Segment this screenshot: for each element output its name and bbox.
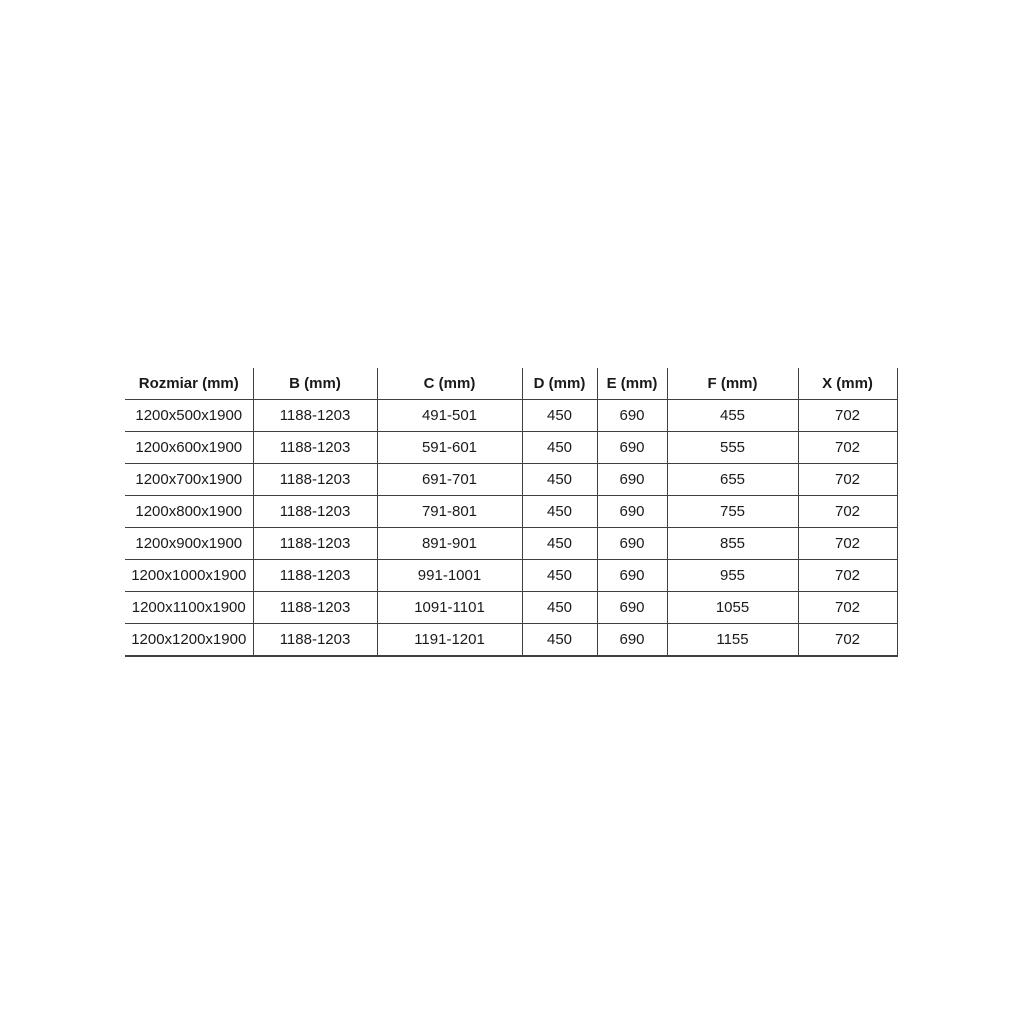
table-cell: 690 (597, 624, 667, 657)
table-row (125, 592, 897, 624)
column-header: E (mm) (597, 368, 667, 400)
column-header: X (mm) (798, 368, 897, 400)
table-cell: 702 (798, 464, 897, 496)
table-cell: 1200x800x1900 (125, 496, 253, 528)
table-cell: 1091-1101 (377, 592, 522, 624)
table-cell: 1188-1203 (253, 560, 377, 592)
table-cell: 1200x1000x1900 (125, 560, 253, 592)
column-header: Rozmiar (mm) (125, 368, 253, 400)
table-cell: 690 (597, 592, 667, 624)
table-row (125, 528, 897, 560)
table-header-row (125, 368, 897, 400)
table-cell: 690 (597, 400, 667, 432)
table-cell: 450 (522, 496, 597, 528)
table-row (125, 560, 897, 592)
table-cell: 1188-1203 (253, 624, 377, 657)
table-cell: 1200x900x1900 (125, 528, 253, 560)
table-cell: 702 (798, 592, 897, 624)
column-header: D (mm) (522, 368, 597, 400)
table-cell: 1188-1203 (253, 496, 377, 528)
table-cell: 1200x600x1900 (125, 432, 253, 464)
table-cell: 1191-1201 (377, 624, 522, 657)
column-header: B (mm) (253, 368, 377, 400)
table-cell: 702 (798, 496, 897, 528)
table-cell: 1200x1100x1900 (125, 592, 253, 624)
table-cell: 690 (597, 464, 667, 496)
table-row (125, 464, 897, 496)
table-cell: 791-801 (377, 496, 522, 528)
table-row (125, 400, 897, 432)
table-cell: 450 (522, 464, 597, 496)
table-cell: 450 (522, 432, 597, 464)
dimensions-table-wrap (125, 368, 897, 657)
table-cell: 690 (597, 432, 667, 464)
table-cell: 555 (667, 432, 798, 464)
table-cell: 591-601 (377, 432, 522, 464)
column-header: C (mm) (377, 368, 522, 400)
table-cell: 450 (522, 624, 597, 657)
dimensions-table (125, 368, 898, 657)
table-cell: 450 (522, 400, 597, 432)
table-cell: 691-701 (377, 464, 522, 496)
table-cell: 1200x700x1900 (125, 464, 253, 496)
table-cell: 491-501 (377, 400, 522, 432)
table-cell: 991-1001 (377, 560, 522, 592)
table-cell: 755 (667, 496, 798, 528)
table-cell: 891-901 (377, 528, 522, 560)
table-cell: 1200x1200x1900 (125, 624, 253, 657)
table-cell: 1155 (667, 624, 798, 657)
table-cell: 1188-1203 (253, 432, 377, 464)
table-cell: 690 (597, 560, 667, 592)
table-cell: 955 (667, 560, 798, 592)
table-cell: 690 (597, 496, 667, 528)
table-cell: 690 (597, 528, 667, 560)
table-cell: 1188-1203 (253, 528, 377, 560)
table-cell: 450 (522, 560, 597, 592)
table-cell: 450 (522, 592, 597, 624)
table-cell: 450 (522, 528, 597, 560)
table-cell: 1188-1203 (253, 464, 377, 496)
table-row (125, 624, 897, 657)
table-cell: 702 (798, 528, 897, 560)
table-cell: 702 (798, 624, 897, 657)
table-cell: 1188-1203 (253, 592, 377, 624)
table-cell: 702 (798, 400, 897, 432)
table-cell: 655 (667, 464, 798, 496)
table-cell: 1200x500x1900 (125, 400, 253, 432)
table-row (125, 432, 897, 464)
table-row (125, 496, 897, 528)
table-cell: 702 (798, 432, 897, 464)
table-cell: 702 (798, 560, 897, 592)
table-cell: 1055 (667, 592, 798, 624)
column-header: F (mm) (667, 368, 798, 400)
table-cell: 1188-1203 (253, 400, 377, 432)
table-cell: 455 (667, 400, 798, 432)
table-cell: 855 (667, 528, 798, 560)
table-body (125, 400, 897, 657)
